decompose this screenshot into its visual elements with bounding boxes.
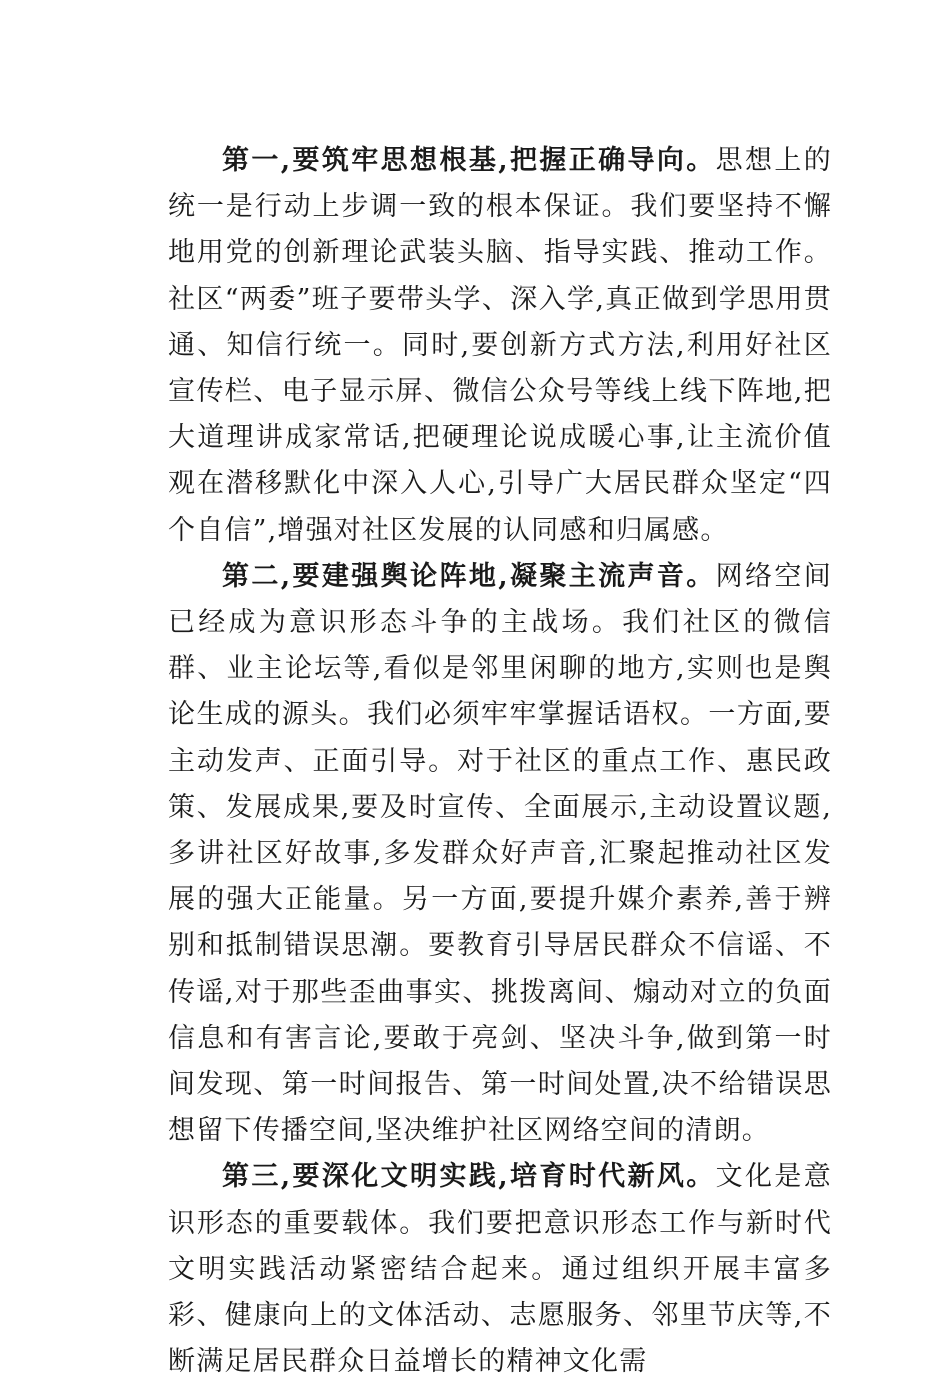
paragraph-1-body: 思想上的统一是行动上步调一致的根本保证。我们要坚持不懈地用党的创新理论武装头脑、指导实践、推动工作。社区“两委”班子要带头学、深入学,真正做到学思用贯通、知信行统一。同时,要创新方式方法,利用好社区宣传栏、电子显示屏、微信公众号等线上线下阵地,把大道理讲成家常话,把硬理论说成暖心事,让主流价值观在潜移默化中深入人心,引导广大居民群众坚定“四个自信”,增强对社区发展的认同感和归属感。 [168,145,832,546]
paragraph-3 [168,1154,832,1385]
paragraph-2-heading: 第二,要建强舆论阵地,凝聚主流声音。 [222,560,716,592]
paragraph-1-heading: 第一,要筑牢思想根基,把握正确导向。 [222,145,716,176]
paragraph-2-body: 网络空间已经成为意识形态斗争的主战场。我们社区的微信群、业主论坛等,看似是邻里闲聊的地方,实则也是舆论生成的源头。我们必须牢牢掌握话语权。一方面,要主动发声、正面引导。对于社区的重点工作、惠民政策、发展成果,要及时宣传、全面展示,主动设置议题,多讲社区好故事,多发群众好声音,汇聚起推动社区发展的强大正能量。另一方面,要提升媒介素养,善于辨别和抵制错误思潮。要教育引导居民群众不信谣、不传谣,对于那些歪曲事实、挑拨离间、煽动对立的负面信息和有害言论,要敢于亮剑、坚决斗争,做到第一时间发现、第一时间报告、第一时间处置,决不给错误思想留下传播空间,坚决维护社区网络空间的清朗。 [168,560,832,1147]
paragraph-3-body: 文化是意识形态的重要载体。我们要把意识形态工作与新时代文明实践活动紧密结合起来。通过组织开展丰富多彩、健康向上的文体活动、志愿服务、邻里节庆等,不断满足居民群众日益增长的精神文化需 [168,1161,832,1378]
paragraph-1 [168,138,832,554]
paragraph-3-heading: 第三,要深化文明实践,培育时代新风。 [222,1161,716,1193]
body-text [168,138,832,1385]
paragraph-2 [168,554,832,1155]
